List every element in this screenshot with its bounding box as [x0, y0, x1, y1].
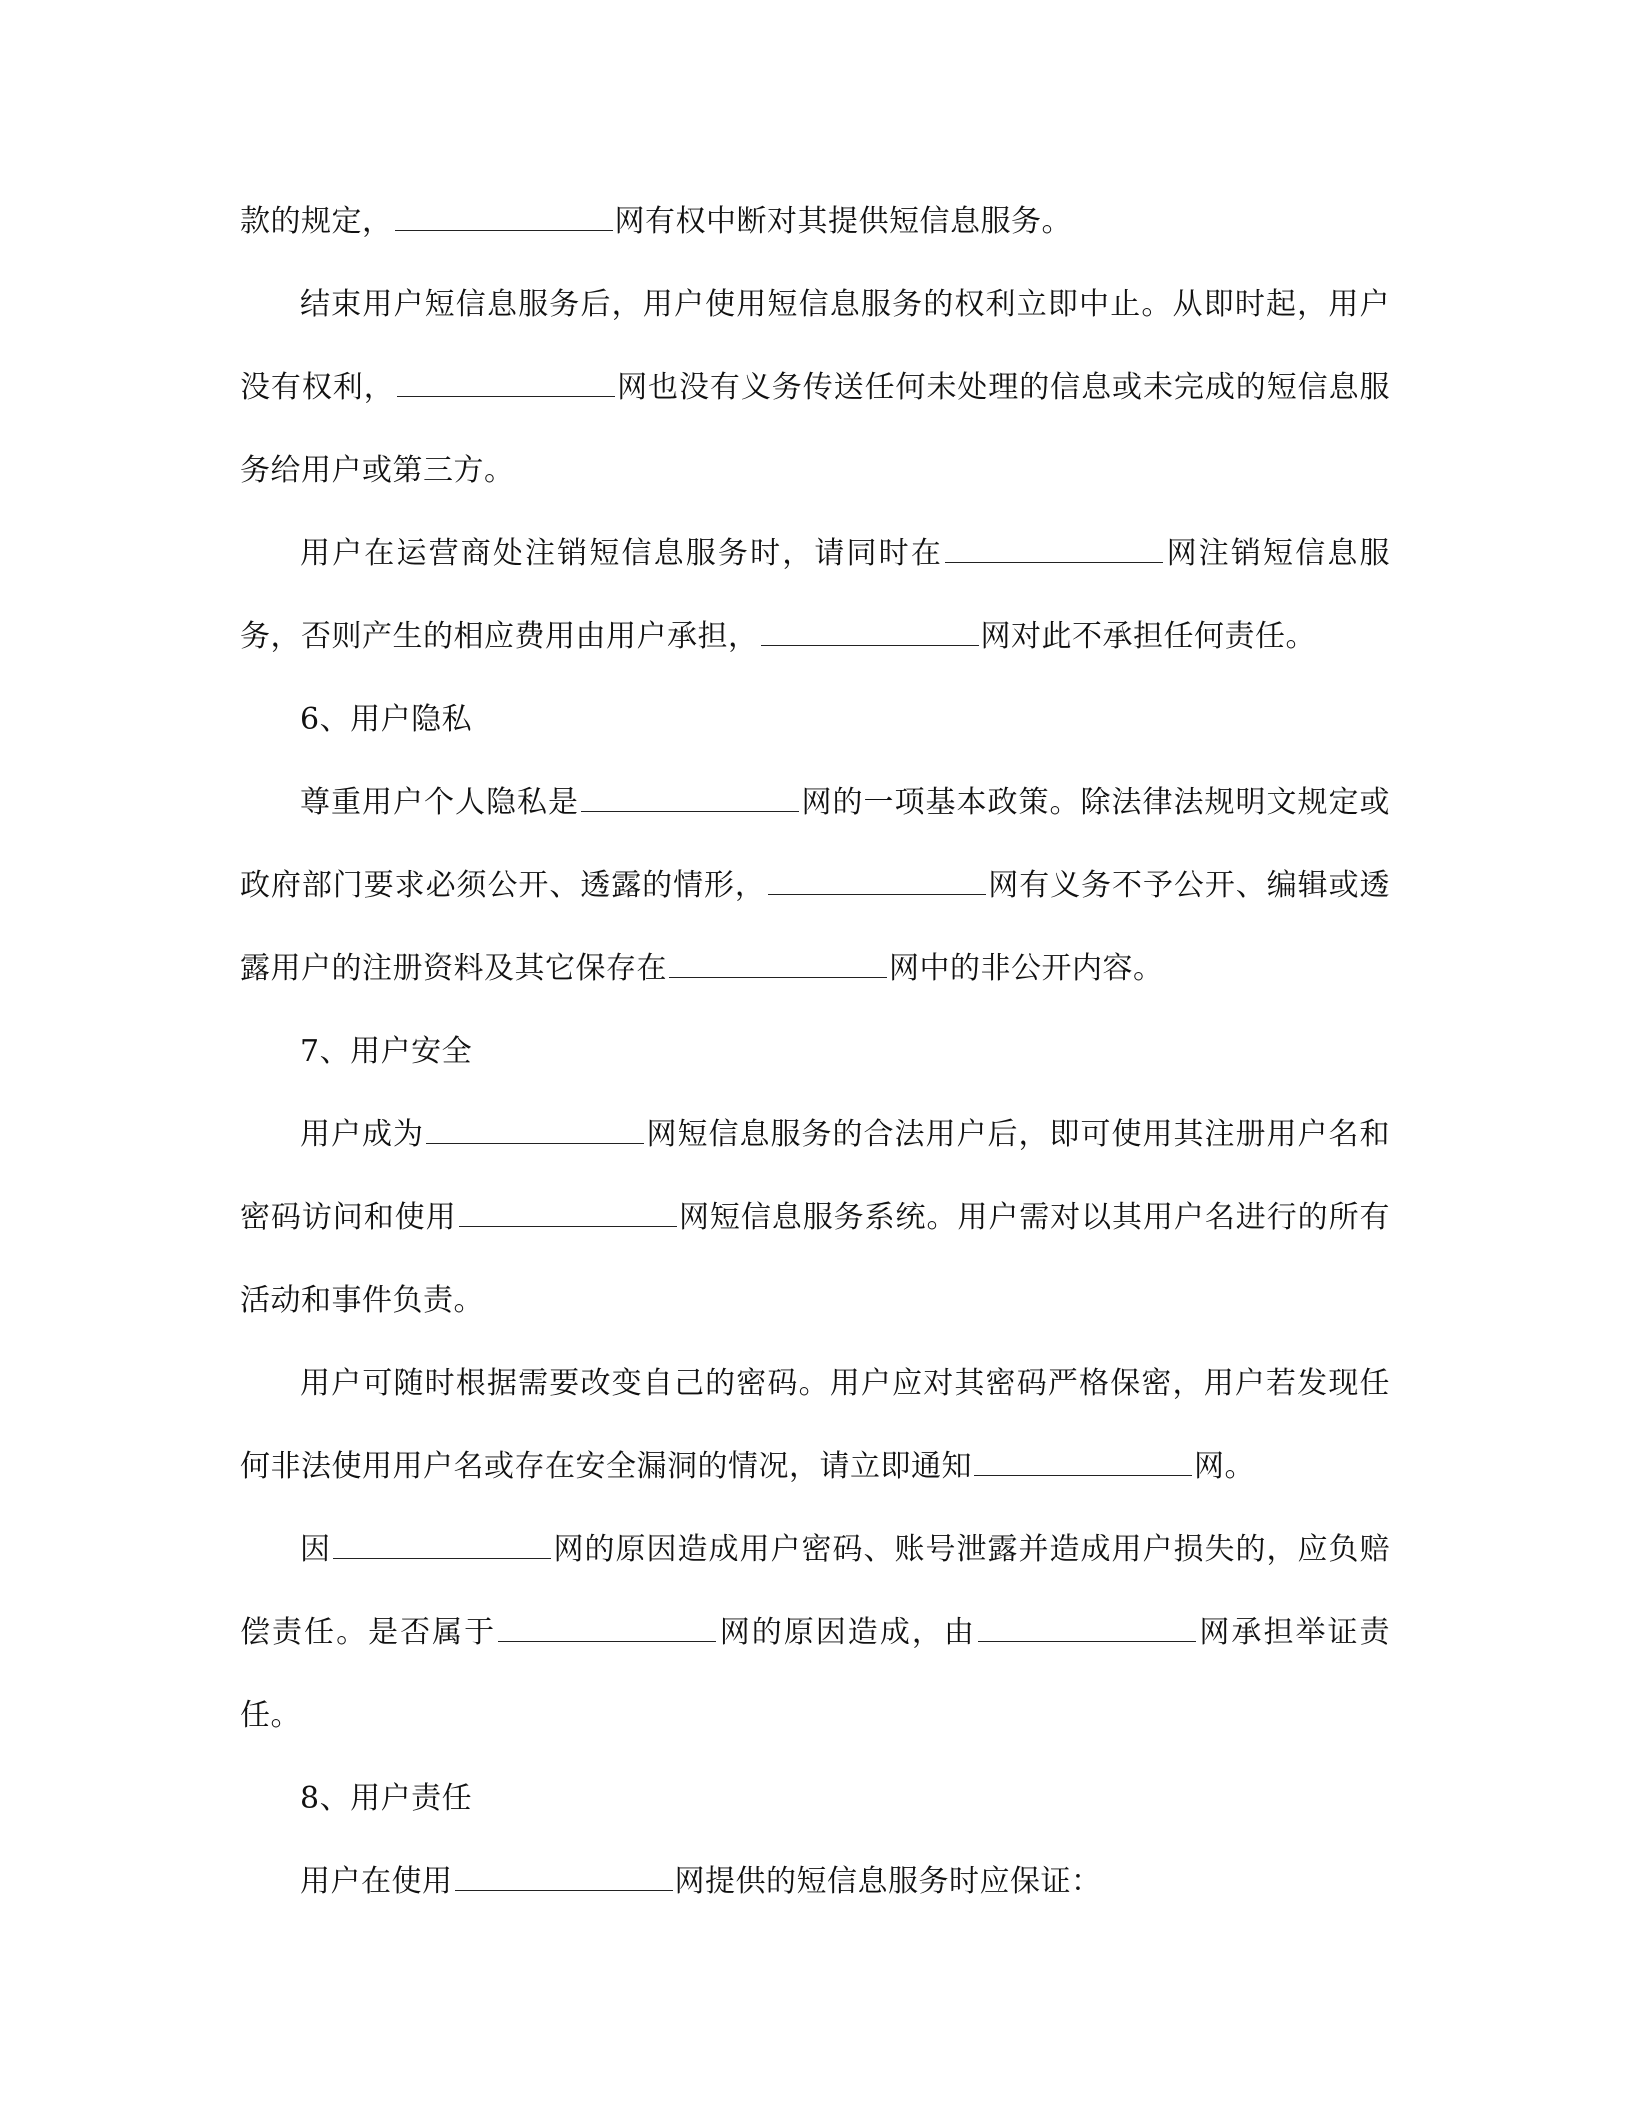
paragraph	[240, 1840, 1390, 1923]
paragraph	[240, 761, 1390, 1010]
fill-in-blank	[978, 1610, 1196, 1643]
section-heading	[240, 1010, 1390, 1093]
paragraph	[240, 263, 1390, 512]
fill-in-blank	[945, 531, 1163, 564]
paragraph	[240, 1508, 1390, 1757]
text-segment: 用户可随时根据需要改变自己的密码。用户应对其密码严格保密，用户若发现任何非法使用用户名或存在安全漏洞的情况，请立即通知	[240, 1366, 1390, 1484]
fill-in-blank	[395, 199, 613, 232]
fill-in-blank	[333, 1527, 551, 1560]
document-body	[240, 180, 1390, 1923]
text-segment: 网承担举证责任。	[240, 1615, 1391, 1733]
text-segment: 网中的非公开内容。	[889, 951, 1164, 986]
fill-in-blank	[498, 1610, 716, 1643]
text-segment: 用户成为	[300, 1117, 424, 1152]
text-segment: 网的原因造成用户密码、账号泄露并造成用户损失的，应负赔偿责任。是否属于	[240, 1532, 1390, 1650]
text-segment: 网有义务不予公开、编辑或透露用户的注册资料及其它保存在	[240, 868, 1391, 986]
text-segment: 网短信息服务系统。用户需对以其用户名进行的所有活动和事件负责。	[240, 1200, 1391, 1318]
paragraph	[240, 1342, 1390, 1508]
paragraph	[240, 512, 1390, 678]
text-segment: 网提供的短信息服务时应保证：	[674, 1864, 1102, 1899]
fill-in-blank	[459, 1195, 677, 1228]
text-segment: 网有权中断对其提供短信息服务。	[614, 204, 1072, 239]
fill-in-blank	[761, 614, 979, 647]
text-segment: 尊重用户个人隐私是	[300, 785, 579, 820]
text-segment: 款的规定，	[240, 204, 393, 239]
text-segment: 网的原因造成，由	[718, 1615, 976, 1650]
fill-in-blank	[397, 365, 615, 398]
text-segment: 8、用户责任	[300, 1781, 473, 1816]
fill-in-blank	[669, 946, 887, 979]
fill-in-blank	[768, 863, 986, 896]
text-segment: 网也没有义务传送任何未处理的信息或未完成的短信息服务给用户或第三方。	[240, 370, 1391, 488]
text-segment: 网。	[1194, 1449, 1255, 1484]
text-segment: 网注销短信息服务，否则产生的相应费用由用户承担，	[240, 536, 1391, 654]
text-segment: 用户在使用	[300, 1864, 453, 1899]
text-segment: 用户在运营商处注销短信息服务时，请同时在	[300, 536, 943, 571]
text-segment: 网对此不承担任何责任。	[980, 619, 1316, 654]
section-heading	[240, 1757, 1390, 1840]
fill-in-blank	[455, 1859, 673, 1892]
text-segment: 网短信息服务的合法用户后，即可使用其注册用户名和密码访问和使用	[240, 1117, 1390, 1235]
text-segment: 结束用户短信息服务后，用户使用短信息服务的权利立即中止。从即时起，用户没有权利，	[240, 287, 1390, 405]
section-heading	[240, 678, 1390, 761]
text-segment: 6、用户隐私	[300, 702, 473, 737]
paragraph	[240, 1093, 1390, 1342]
fill-in-blank	[974, 1444, 1192, 1477]
paragraph-continuation	[240, 180, 1390, 263]
text-segment: 7、用户安全	[300, 1034, 473, 1069]
fill-in-blank	[426, 1112, 644, 1145]
text-segment: 网的一项基本政策。除法律法规明文规定或政府部门要求必须公开、透露的情形，	[240, 785, 1390, 903]
fill-in-blank	[581, 780, 799, 813]
text-segment: 因	[300, 1532, 331, 1567]
